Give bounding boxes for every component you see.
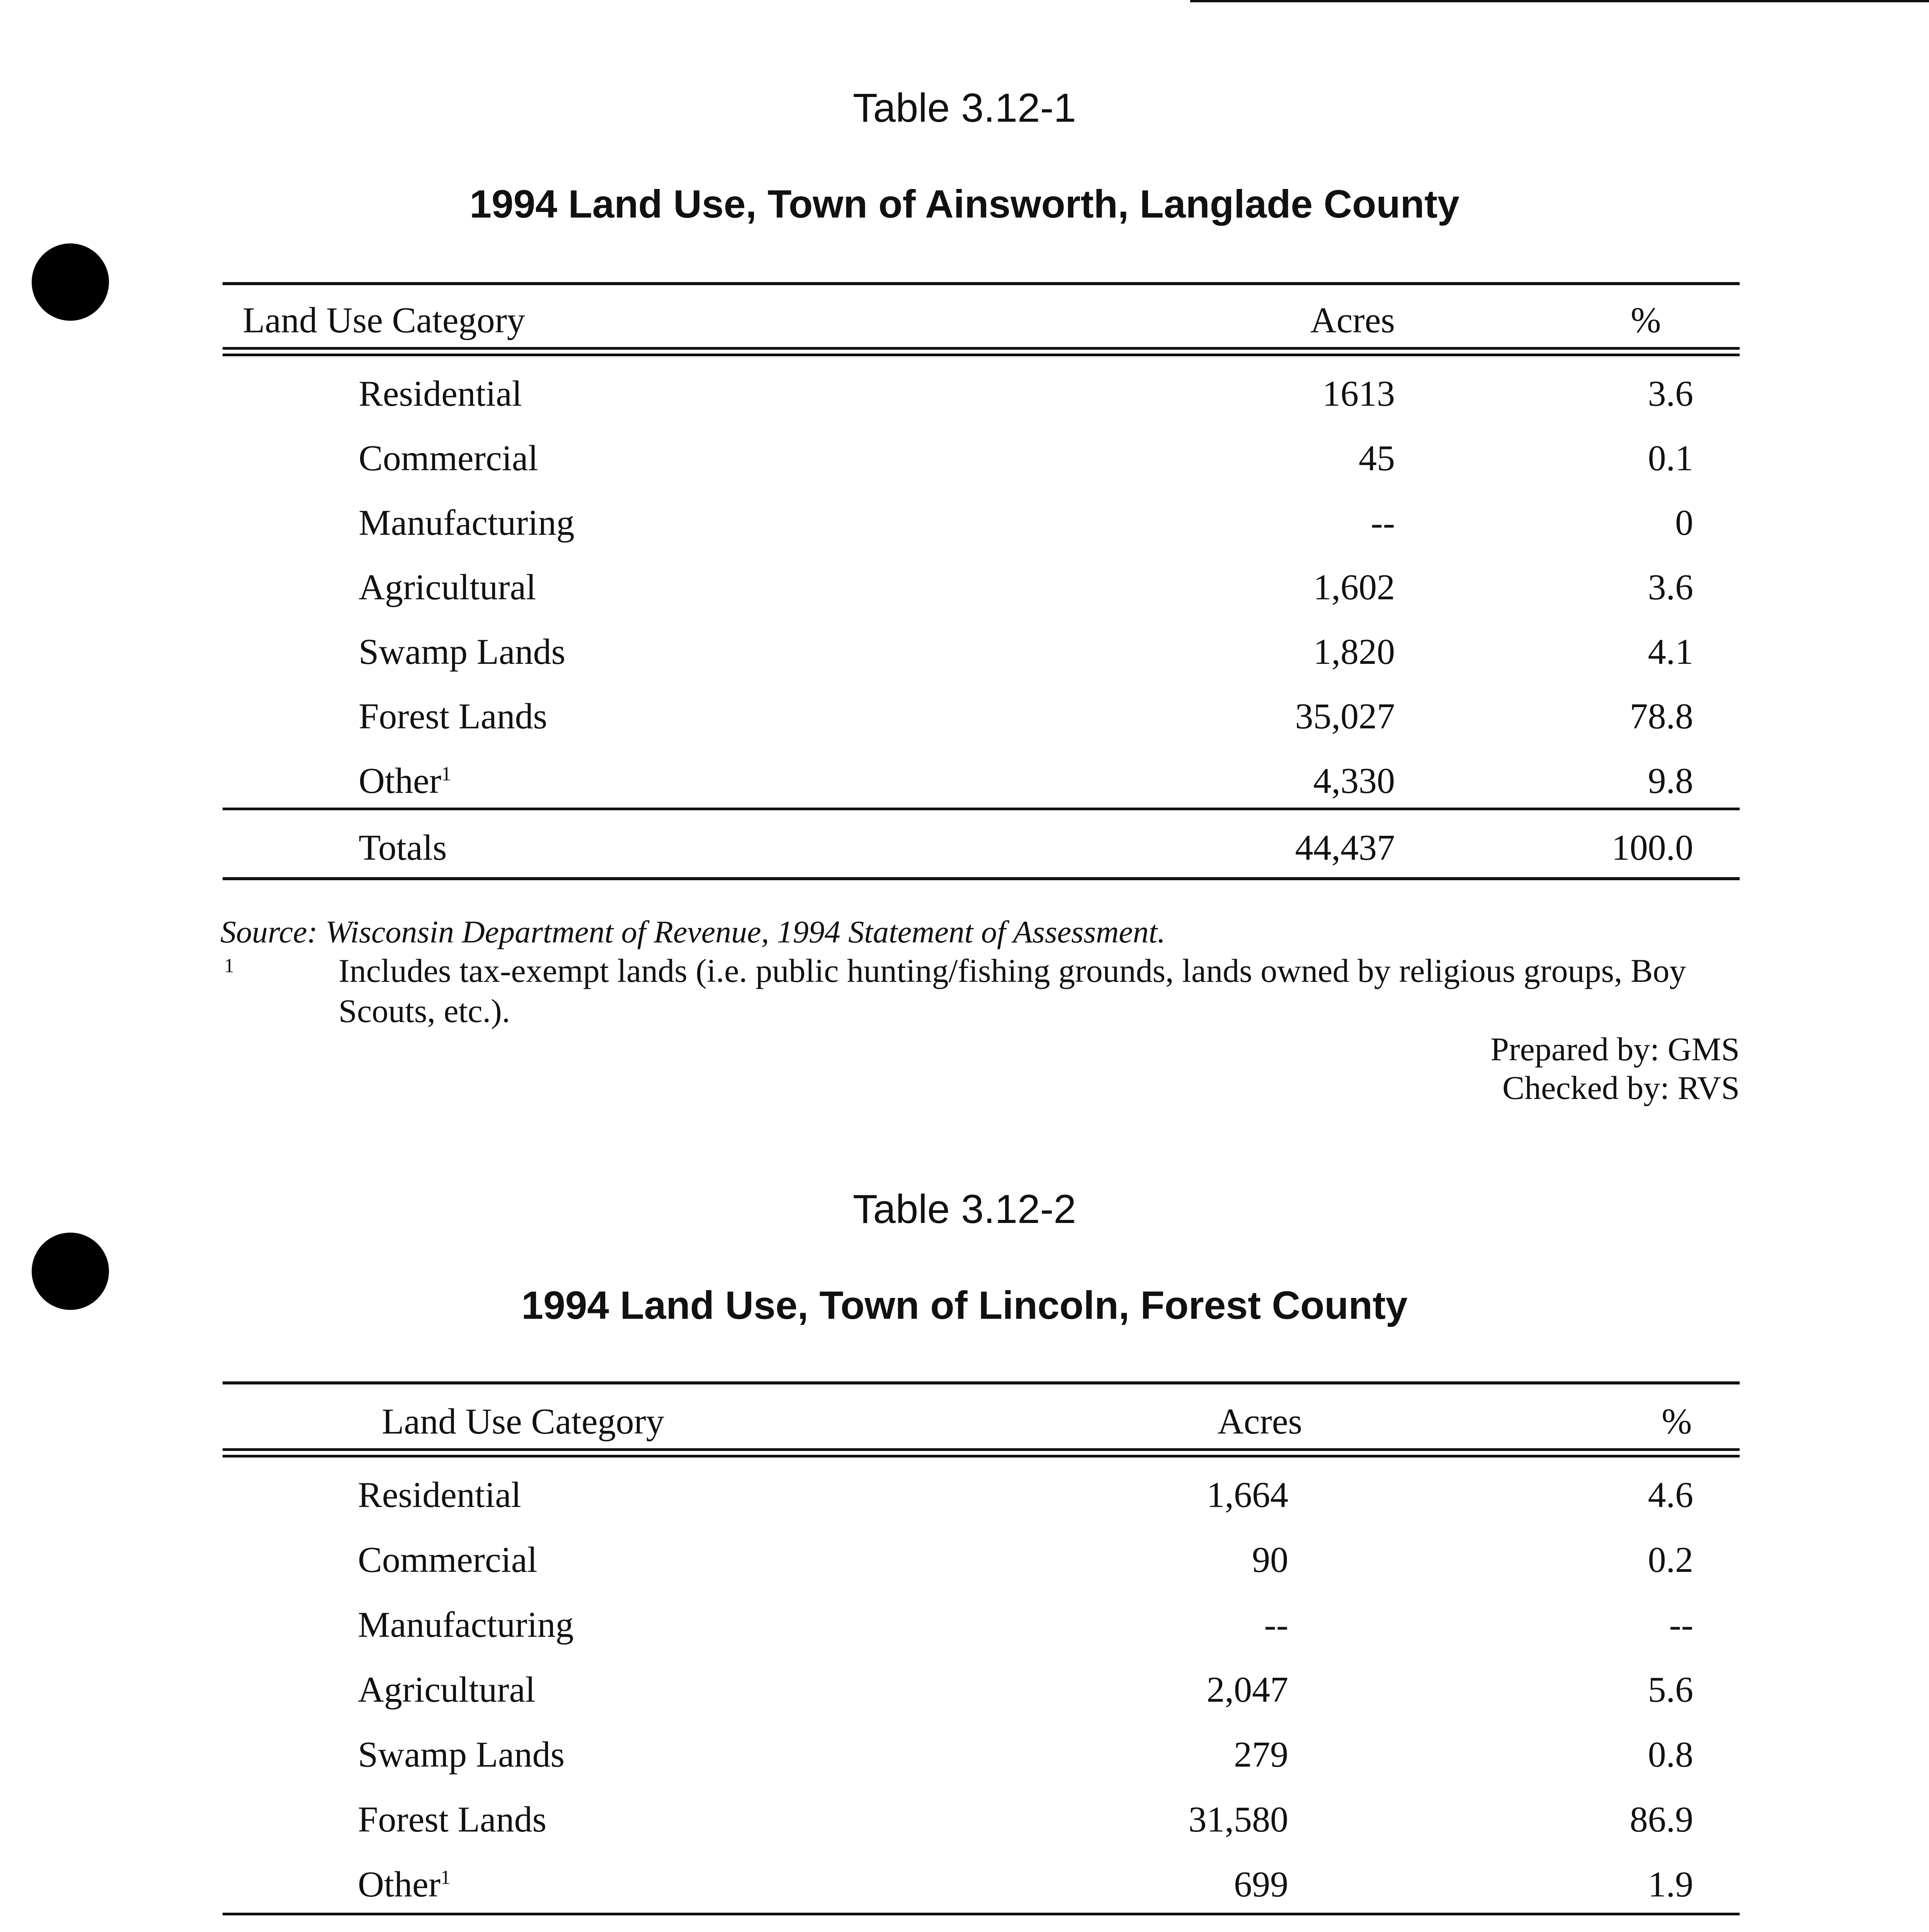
- table1-totals-rule: [223, 808, 1740, 810]
- table1-header-rule-1: [223, 347, 1740, 350]
- table-row-acres: --: [1371, 503, 1395, 543]
- table-row-percent: 0.2: [1648, 1540, 1693, 1580]
- table1-checked-by: Checked by: RVS: [1502, 1069, 1740, 1106]
- table-row-acres: 1,664: [1206, 1475, 1288, 1515]
- table-row-acres: --: [1264, 1605, 1288, 1645]
- table1-source-label: Source:: [220, 914, 318, 949]
- top-edge-rule: [1190, 0, 1929, 2]
- table-row-category: [358, 1539, 538, 1581]
- table1-top-rule: [223, 282, 1740, 285]
- table-row-acres: 2,047: [1206, 1670, 1288, 1710]
- table-row-category: [358, 1604, 574, 1646]
- table1-prepared-by: Prepared by: GMS: [1490, 1031, 1740, 1068]
- table-row-acres: 4,330: [1313, 761, 1395, 801]
- table-row-category: [359, 631, 565, 673]
- table2-header-acres: Acres: [1217, 1401, 1302, 1442]
- table-row-percent: 78.8: [1630, 696, 1693, 736]
- binder-hole-top: [32, 243, 109, 321]
- table1-footnote-text: Includes tax-exempt lands (i.e. public hunting/fishing grounds, lands owned by religious groups, Boy Scouts, etc.).: [339, 952, 1686, 1029]
- table1-header-percent: %: [1631, 300, 1661, 340]
- table1-footnote-mark: 1: [224, 955, 234, 977]
- category-label: Swamp Lands: [359, 632, 566, 672]
- table-row-acres: 279: [1234, 1735, 1288, 1775]
- table-row-percent: 3.6: [1648, 567, 1693, 607]
- table-row-percent: 0: [1675, 503, 1693, 543]
- table1-signoff: [1490, 1030, 1740, 1107]
- table1-source-text: Wisconsin Department of Revenue, 1994 Statement of Assessment.: [325, 914, 1165, 949]
- table-row-category: [359, 373, 522, 415]
- table1-bottom-rule: [223, 877, 1740, 880]
- table-row-category: [359, 437, 538, 479]
- table2-header-category: Land Use Category: [382, 1401, 664, 1442]
- table2-number: Table 3.12-2: [853, 1187, 1076, 1232]
- table1-source: [220, 914, 1165, 950]
- table-row-percent: 1.9: [1648, 1864, 1693, 1905]
- category-label: Forest Lands: [359, 696, 548, 736]
- table1-number: Table 3.12-1: [853, 85, 1076, 131]
- table1-header-rule-2: [223, 354, 1740, 356]
- table-row-category: [358, 1864, 451, 1905]
- table-row-category: [358, 1799, 546, 1840]
- category-label: Agricultural: [358, 1670, 536, 1710]
- category-label: Forest Lands: [358, 1799, 547, 1840]
- table1-totals-percent: 100.0: [1611, 828, 1693, 868]
- table-row-percent: 9.8: [1648, 761, 1693, 801]
- category-label: Residential: [358, 1475, 521, 1515]
- table2-header-rule-2: [223, 1455, 1740, 1458]
- table-row-category: [359, 566, 536, 608]
- table1-totals-label: Totals: [359, 828, 447, 868]
- table-row-percent: 4.1: [1648, 632, 1693, 672]
- category-label: Manufacturing: [358, 1605, 574, 1645]
- table1-totals-acres: 44,437: [1295, 828, 1395, 868]
- footnote-marker: 1: [441, 763, 451, 785]
- category-label: Other: [359, 761, 442, 801]
- category-label: Residential: [359, 374, 522, 414]
- table-row-acres: 699: [1234, 1864, 1288, 1905]
- footnote-marker: 1: [441, 1866, 451, 1889]
- category-label: Manufacturing: [359, 503, 575, 543]
- table2-header-rule-1: [223, 1448, 1740, 1451]
- table-row-category: [358, 1669, 535, 1711]
- category-label: Agricultural: [359, 567, 536, 607]
- table-row-percent: 0.8: [1648, 1735, 1693, 1775]
- table-row-category: [359, 760, 451, 802]
- table-row-percent: 5.6: [1648, 1670, 1693, 1710]
- table-row-percent: 4.6: [1648, 1475, 1693, 1515]
- table-row-acres: 90: [1252, 1540, 1288, 1580]
- table-row-percent: 0.1: [1648, 438, 1693, 478]
- table-row-acres: 35,027: [1295, 696, 1395, 736]
- category-label: Other: [358, 1864, 441, 1905]
- table-row-acres: 1613: [1322, 374, 1395, 414]
- table-row-percent: --: [1669, 1605, 1693, 1645]
- table1-header-acres: Acres: [1310, 300, 1395, 340]
- category-label: Swamp Lands: [358, 1735, 565, 1775]
- table-row-category: [358, 1734, 565, 1776]
- table-row-percent: 86.9: [1630, 1799, 1693, 1840]
- table-row-percent: 3.6: [1648, 374, 1693, 414]
- category-label: Commercial: [359, 438, 538, 478]
- category-label: Commercial: [358, 1540, 538, 1580]
- table-row-acres: 1,820: [1313, 632, 1395, 672]
- table2-totals-rule: [223, 1913, 1740, 1915]
- table-row-category: [359, 696, 547, 737]
- table-row-category: [358, 1474, 521, 1516]
- table2-top-rule: [223, 1381, 1740, 1384]
- table-row-acres: 31,580: [1188, 1799, 1288, 1840]
- table2-header-percent: %: [1662, 1401, 1692, 1442]
- table-row-category: [359, 502, 575, 544]
- table2-title: 1994 Land Use, Town of Lincoln, Forest County: [521, 1283, 1408, 1327]
- table-row-acres: 45: [1359, 438, 1395, 478]
- table1-header-category: Land Use Category: [243, 300, 525, 340]
- table-row-acres: 1,602: [1313, 567, 1395, 607]
- table1-title: 1994 Land Use, Town of Ainsworth, Langlade County: [469, 182, 1460, 226]
